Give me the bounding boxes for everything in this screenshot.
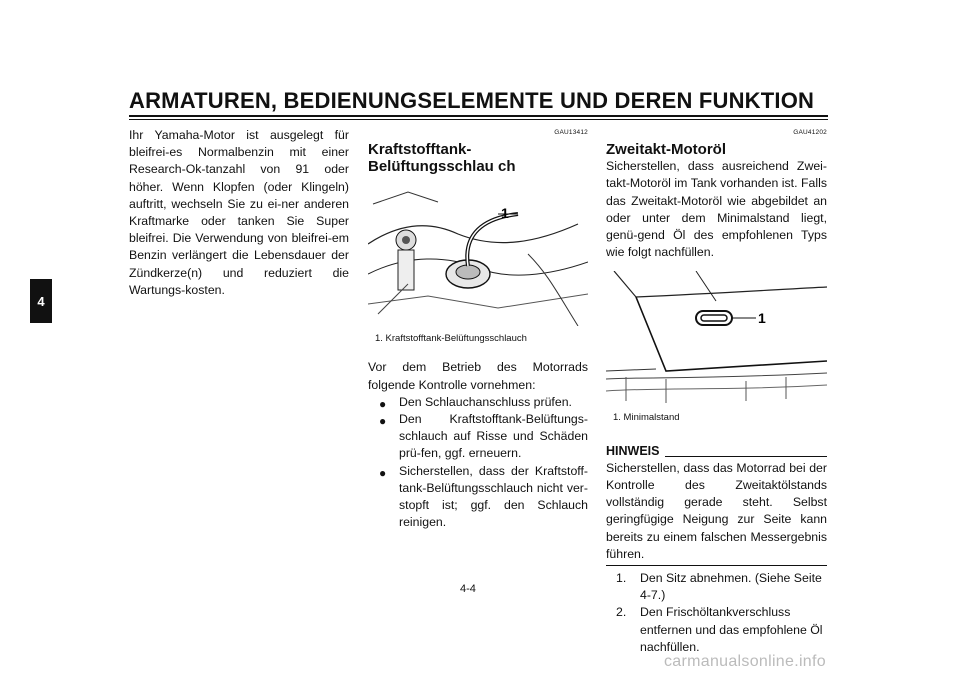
note-box <box>606 443 827 566</box>
list-item: 2. Den Frischöltankverschluss entfernen und das empfohlene Öl nachfüllen. <box>616 605 823 654</box>
figure-label: 1 <box>758 310 766 327</box>
header-rule-thin <box>129 119 828 120</box>
check-list <box>368 394 588 532</box>
figure-caption: 1. Kraftstofftank-Belüftungsschlauch <box>375 333 527 345</box>
list-item: ● Sicherstellen, dass der Kraftstoff-tank-Belüftungsschlauch nicht ver-stopft ist; ggf. den Schlauch reinigen. <box>379 463 588 530</box>
column-2 <box>368 124 588 531</box>
list-item: 1. Den Sitz abnehmen. (Siehe Seite 4-7.) <box>616 571 822 603</box>
section-code: GAU13412 <box>554 129 588 136</box>
note-end-rule <box>606 565 827 566</box>
fuel-paragraph: Ihr Yamaha-Motor ist ausgelegt für bleifrei-es Normalbenzin mit einer Research-Ok-tanzahl von 91 oder höher. Wenn Klopfen (oder Klingeln) auftritt, wechseln Sie zu ei-ner anderen Kraftmarke oder tanken Sie Super bleifrei. Die Verwendung von bleifrei-em Benzin verlängert die Lebensdauer der Zündkerze(n) und reduziert die Wartungs-kosten. <box>129 128 349 297</box>
figure-label: 1 <box>501 205 509 222</box>
column-1 <box>129 127 349 299</box>
figure-caption: 1. Minimalstand <box>613 412 680 424</box>
oil-level-figure <box>606 271 827 405</box>
steps-list <box>606 570 827 656</box>
bullet-icon: ● <box>379 414 387 429</box>
note-heading: HINWEIS <box>606 443 827 460</box>
oil-level-illustration <box>606 271 827 405</box>
section-title-vent-hose: Kraftstofftank-Belüftungsschlau ch <box>368 141 516 176</box>
vent-hose-figure <box>368 184 588 326</box>
chapter-tab: 4 <box>30 279 52 323</box>
vent-hose-intro: Vor dem Betrieb des Motorrads folgende Kontrolle vornehmen: <box>368 360 588 392</box>
vent-hose-illustration <box>368 184 588 326</box>
page-number: 4-4 <box>460 583 476 595</box>
oil-paragraph: Sicherstellen, dass ausreichend Zwei-takt-Motoröl im Tank vorhanden ist. Falls das Zweitakt-Motoröl wie abgebildet an oder unter dem Minimalstand liegt, genü-gend Öl des empfohlenen Typs wie folgt nachfüllen. <box>606 159 827 260</box>
chapter-title: ARMATUREN, BEDIENUNGSELEMENTE UND DEREN FUNKTION <box>129 88 815 113</box>
watermark: carmanualsonline.info <box>664 653 826 670</box>
list-item: ● Den Kraftstofftank-Belüftungs-schlauch auf Risse und Schäden prü-fen, ggf. erneuern. <box>379 412 588 461</box>
list-item: ● Den Schlauchanschluss prüfen. <box>376 394 588 411</box>
header-rule <box>129 115 828 117</box>
column-3 <box>606 124 827 656</box>
section-title-2stroke-oil: Zweitakt-Motoröl <box>606 141 726 159</box>
note-text: Sicherstellen, dass das Motorrad bei der Kontrolle des Zweitaktölstands vollständig gerade steht. Selbst geringfügige Neigung zur Seite kann bereits zu einem falschen Messergebnis führen. <box>606 460 827 561</box>
bullet-icon: ● <box>379 465 387 480</box>
bullet-icon: ● <box>379 396 387 411</box>
section-code: GAU41202 <box>793 129 827 136</box>
